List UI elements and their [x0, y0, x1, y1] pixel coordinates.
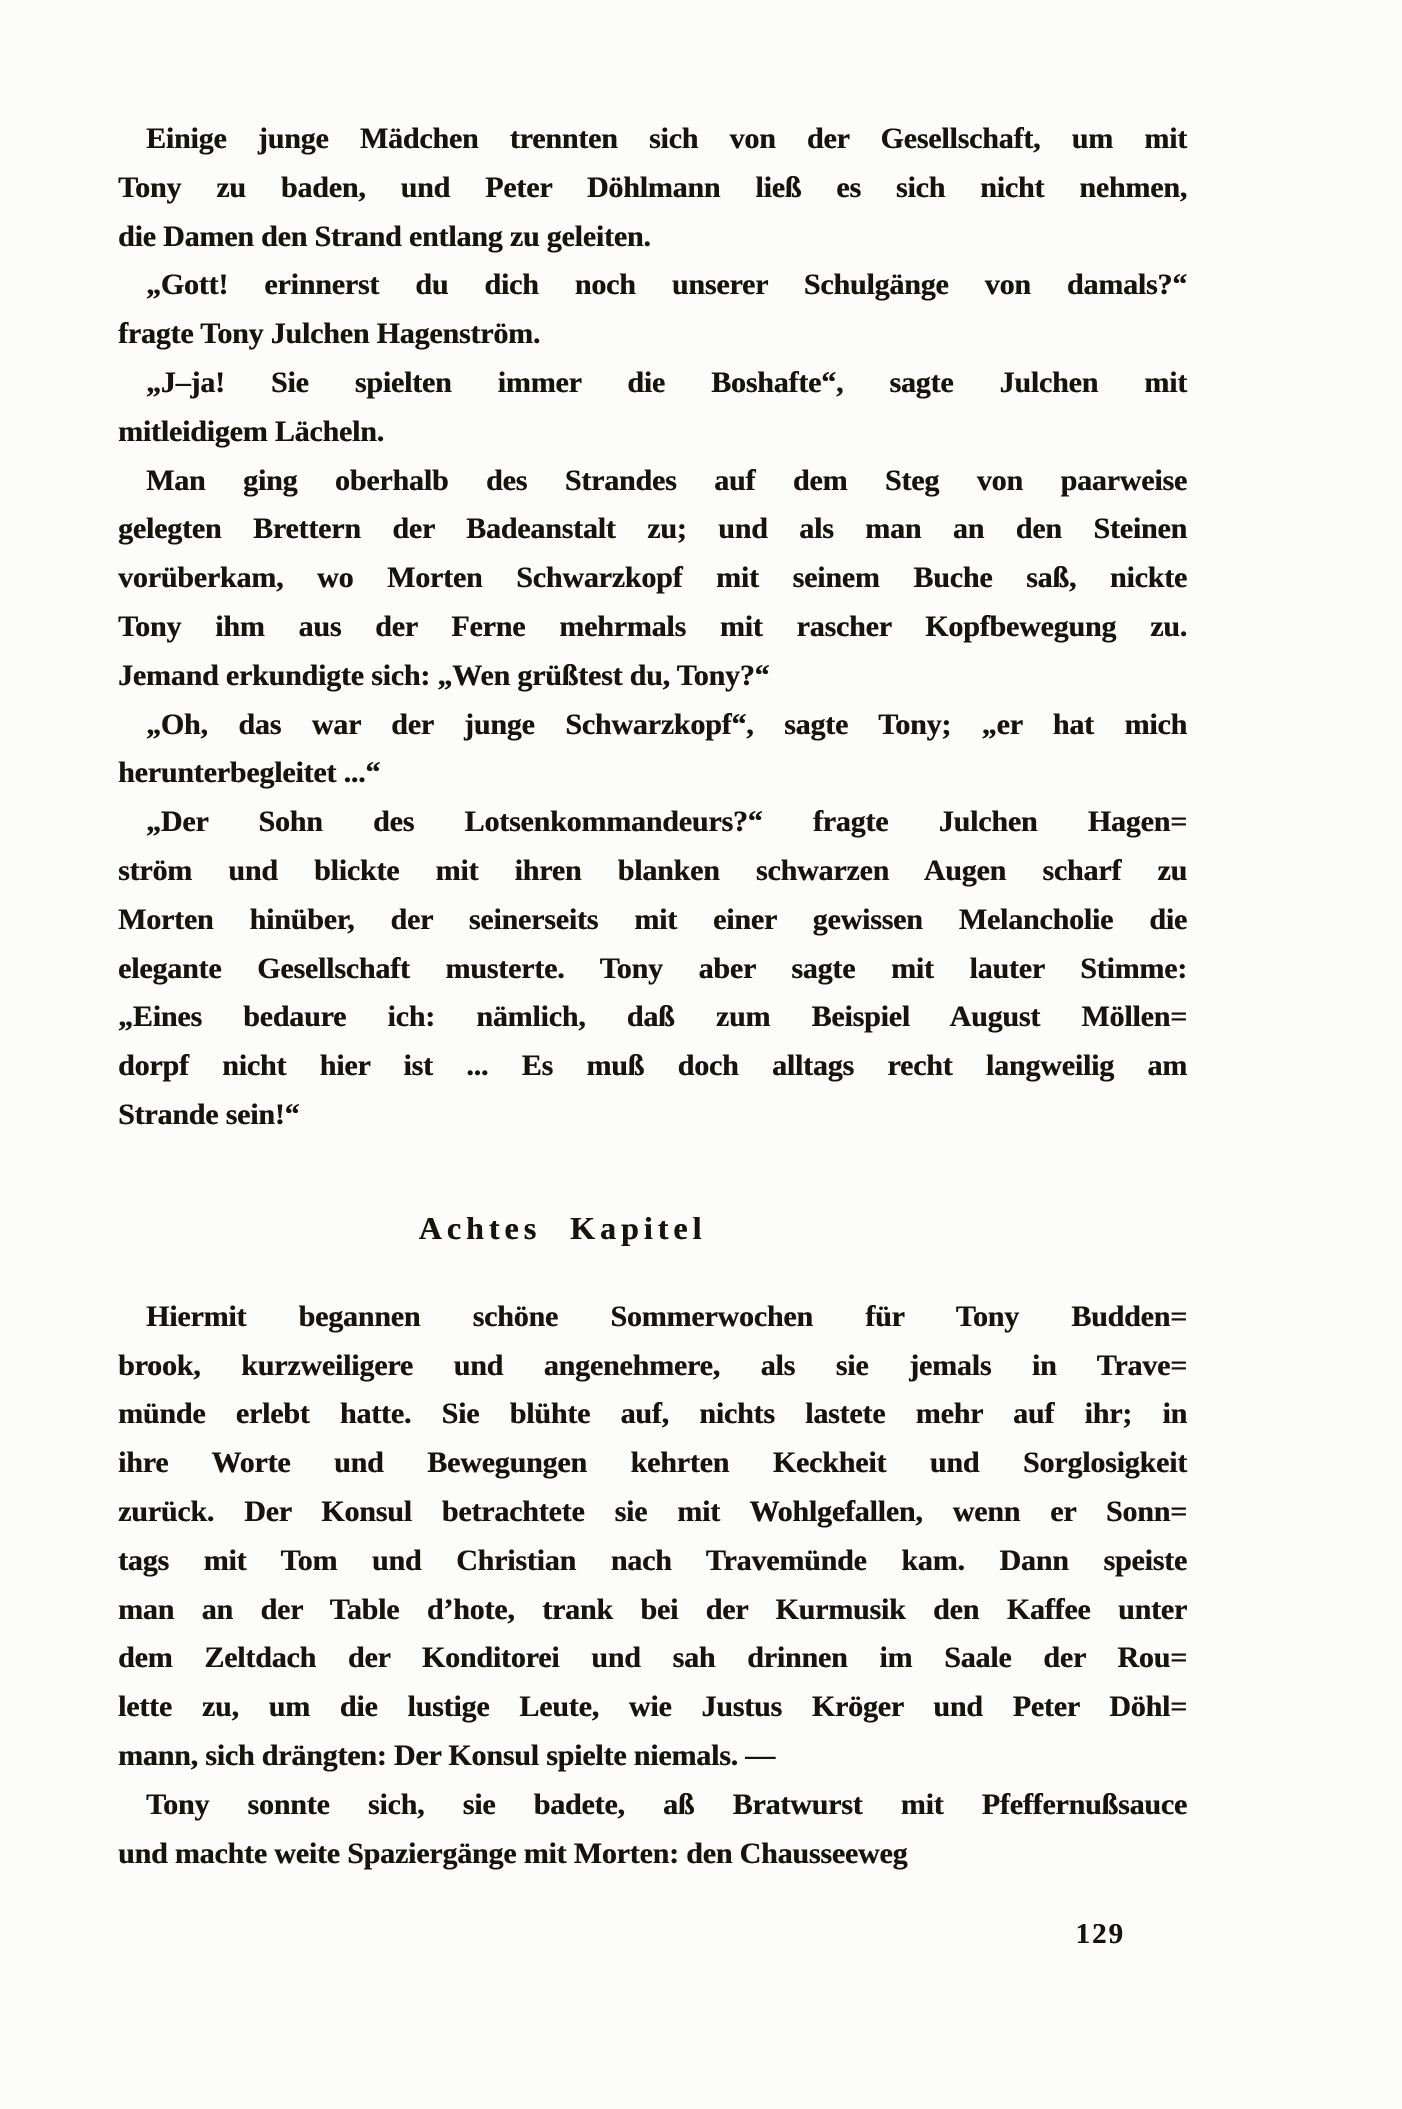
text-line: Hiermit begannen schöne Sommerwochen für Tony Budden= — [146, 1299, 1187, 1333]
text-column — [118, 0, 1187, 1954]
text-line: fragte Tony Julchen Hagenström. — [118, 317, 541, 351]
text-line: die Damen den Strand entlang zu geleiten. — [118, 219, 651, 253]
text-line: zurück. Der Konsul betrachtete sie mit Wohlgefallen, wenn er Sonn= — [118, 1494, 1187, 1528]
text-line: mann, sich drängten: Der Konsul spielte niemals. — — [118, 1738, 775, 1772]
page-number: 129 — [1075, 1918, 1125, 1951]
paragraph — [118, 261, 1187, 359]
text-line: „Eines bedaure ich: nämlich, daß zum Beispiel August Möllen= — [118, 1000, 1187, 1034]
text-line: Einige junge Mädchen trennten sich von der Gesellschaft, um mit — [146, 122, 1187, 155]
text-line: brook, kurzweiligere und angenehmere, als sie jemals in Trave= — [118, 1348, 1187, 1382]
paragraph — [118, 359, 1187, 457]
text-line: münde erlebt hatte. Sie blühte auf, nichts lastete mehr auf ihr; in — [118, 1397, 1187, 1431]
text-line: Tony ihm aus der Ferne mehrmals mit rascher Kopfbewegung zu. — [118, 609, 1187, 643]
text-line: tags mit Tom und Christian nach Travemünde kam. Dann speiste — [118, 1543, 1187, 1577]
chapter-heading: Achtes Kapitel — [418, 1209, 707, 1246]
text-line: „Oh, das war der junge Schwarzkopf“, sagte Tony; „er hat mich — [146, 707, 1187, 741]
text-line: dorpf nicht hier ist ... Es muß doch alltags recht langweilig am — [118, 1049, 1187, 1083]
text-line: Jemand erkundigte sich: „Wen grüßtest du, Tony?“ — [118, 658, 770, 692]
text-line: und machte weite Spaziergänge mit Morten: den Chausseeweg — [118, 1836, 908, 1870]
text-line: vorüberkam, wo Morten Schwarzkopf mit seinem Buche saß, nickte — [118, 561, 1187, 595]
text-line: dem Zeltdach der Konditorei und sah drinnen im Saale der Rou= — [118, 1641, 1187, 1675]
text-line: herunterbegleitet ...“ — [118, 756, 381, 790]
text-line: „Gott! erinnerst du dich noch unserer Schulgänge von damals?“ — [146, 268, 1187, 302]
text-line: Man ging oberhalb des Strandes auf dem Steg von paarweise — [146, 463, 1187, 497]
text-line: Morten hinüber, der seinerseits mit einer gewissen Melancholie die — [118, 902, 1187, 936]
text-line: „J–ja! Sie spielten immer die Boshafte“, sagte Julchen mit — [146, 365, 1187, 399]
text-line: man an der Table d’hote, trank bei der Kurmusik den Kaffee unter — [118, 1592, 1187, 1626]
text-line: gelegten Brettern der Badeanstalt zu; und als man an den Steinen — [118, 512, 1187, 546]
paragraph — [118, 457, 1187, 701]
text-line: ström und blickte mit ihren blanken schwarzen Augen scharf zu — [118, 853, 1187, 887]
text-line: „Der Sohn des Lotsenkommandeurs?“ fragte Julchen Hagen= — [146, 805, 1187, 839]
text-line: Tony sonnte sich, sie badete, aß Bratwurst mit Pfeffernußsauce — [146, 1787, 1187, 1821]
text-line: ihre Worte und Bewegungen kehrten Keckheit und Sorglosigkeit — [118, 1446, 1187, 1480]
paragraph — [118, 798, 1187, 1140]
paragraph — [118, 1293, 1187, 1781]
text-line: elegante Gesellschaft musterte. Tony aber sagte mit lauter Stimme: — [118, 951, 1187, 985]
paragraph — [118, 115, 1187, 261]
text-line: lette zu, um die lustige Leute, wie Justus Kröger und Peter Döhl= — [118, 1690, 1187, 1724]
paragraph — [118, 1781, 1187, 1879]
paragraph — [118, 701, 1187, 799]
text-line: Strande sein!“ — [118, 1097, 300, 1131]
text-line: mitleidigem Lächeln. — [118, 414, 384, 448]
text-line: Tony zu baden, und Peter Döhlmann ließ es sich nicht nehmen, — [118, 170, 1187, 204]
